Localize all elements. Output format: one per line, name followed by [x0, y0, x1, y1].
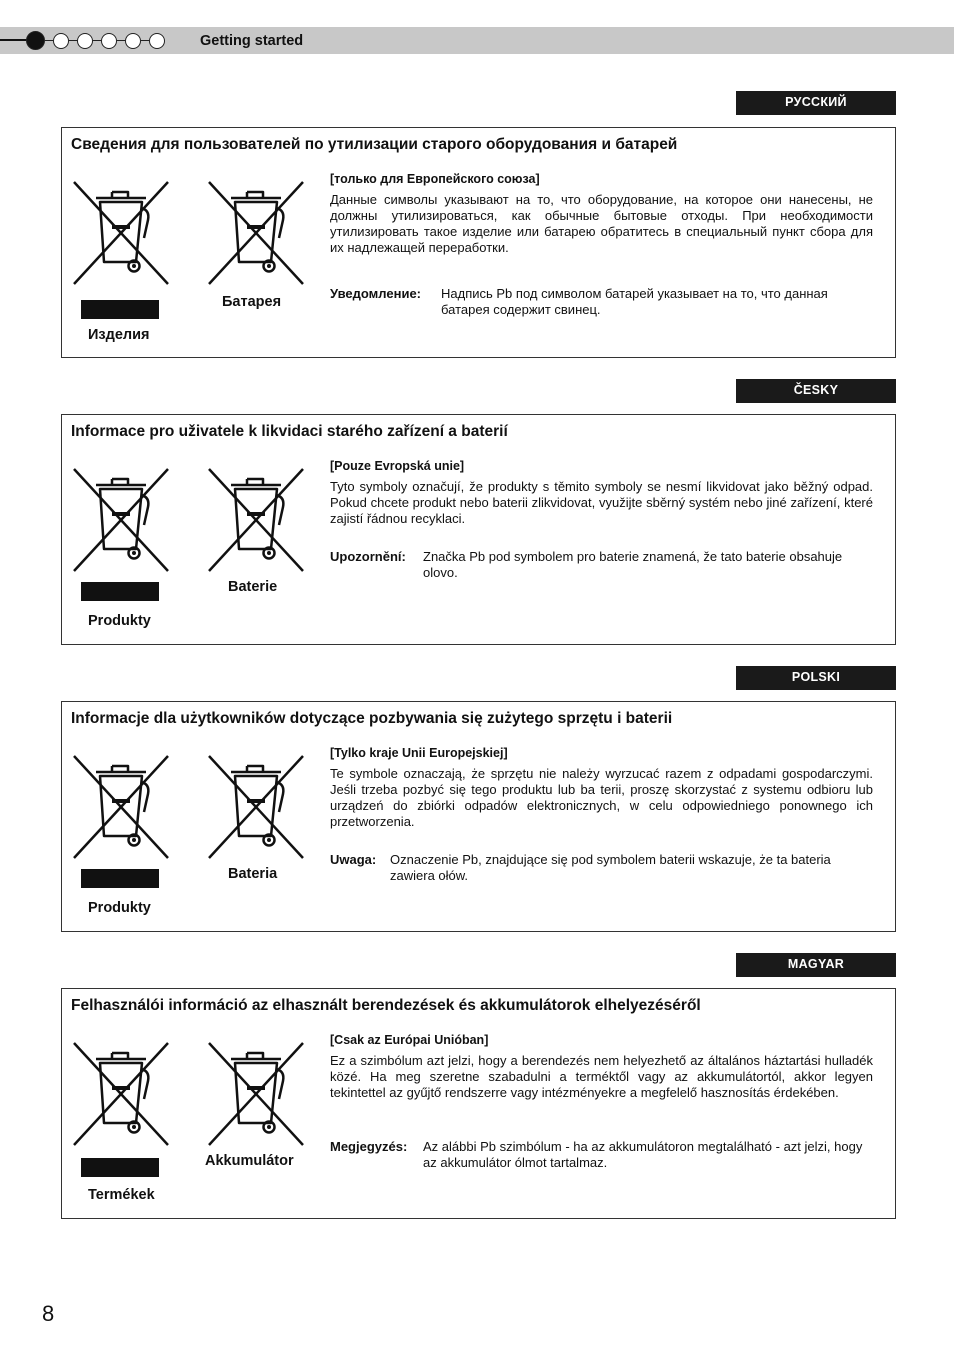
eu-only-label: [Csak az Európai Unióban]	[330, 1033, 489, 1047]
progress-dot	[77, 33, 93, 49]
note-label: Megjegyzés:	[330, 1139, 408, 1154]
note-text: Značka Pb pod symbolem pro baterie znamená, že tato baterie obsahuje olovo.	[423, 549, 843, 580]
crossed-bin-battery-icon	[205, 465, 307, 575]
disposal-info-section	[61, 127, 896, 358]
battery-label: Akkumulátor	[205, 1153, 294, 1169]
progress-dot-active	[26, 31, 45, 50]
battery-label: Baterie	[228, 579, 278, 595]
description-text: Ez a szimbólum azt jelzi, hogy a berendezés nem helyezhető az általános háztartási hulladék közé. Ha meg szeretne szabadulni a terméktől vagy az akkumulátortól, akkor legyen tekintettel az gyűjtő rendszerre vagy intézményekre a megfelelő hasznosítás érdekében.	[330, 1053, 873, 1100]
product-label: Termékek	[88, 1187, 155, 1203]
section-title: Informace pro uživatele k likvidaci starého zařízení a baterií	[71, 423, 508, 440]
battery-label: Батарея	[222, 294, 282, 310]
battery-label: Bateria	[228, 866, 278, 882]
product-label: Produkty	[88, 613, 151, 629]
crossed-bin-battery-icon	[205, 178, 307, 288]
progress-dot	[125, 33, 141, 49]
eu-only-label: [Tylko kraje Unii Europejskiej]	[330, 746, 508, 760]
disposal-info-section	[61, 701, 896, 932]
crossed-bin-icon	[70, 465, 172, 575]
progress-dot	[101, 33, 117, 49]
description-text: Tyto symboly označují, že produkty s těmito symboly se nesmí likvidovat jako běžný odpad. Pokud chcete produkt nebo baterii zlikvidovat, využijte sběrný systém nebo jiné zařízení, které zajistí řádnou recyklaci.	[330, 479, 873, 526]
header-title: Getting started	[200, 33, 304, 49]
description-text: Te symbole oznaczają, że sprzętu nie należy wyrzucać razem z odpadami gospodarczymi. Jeśli trzeba pozbyć się tego produktu lub ba terii, proszę skorzystać z systemu odbioru lub urządzeń do zbiórki odpadów elektronicznych, w celu odpowiedniego ponownego ich przetworzenia.	[330, 766, 873, 829]
crossed-bin-icon	[70, 1039, 172, 1149]
note-text: Az alábbi Pb szimbólum - ha az akkumulátoron megtalálható - azt jelzi, hogy az akkumulátor ólmot tartalmaz.	[423, 1139, 863, 1170]
product-label: Изделия	[88, 327, 150, 343]
disposal-info-section	[61, 414, 896, 645]
eu-only-label: [только для Европейского союза]	[330, 172, 540, 186]
page-number: 8	[42, 1301, 55, 1326]
black-bar-symbol	[81, 300, 159, 319]
section-title: Сведения для пользователей по утилизации старого оборудования и батарей	[71, 136, 678, 153]
progress-dots	[26, 31, 165, 50]
description-text: Данные символы указывают на то, что оборудование, на которое они нанесены, не должны утилизироваться, как обычные бытовые отходы. При необходимости утилизировать такое изделие или батарею обратитесь в специальный пункт сбора для их надлежащей переработки.	[330, 192, 873, 255]
note-text: Надпись Pb под символом батарей указывает на то, что данная батарея содержит свинец.	[441, 286, 828, 317]
language-label: MAGYAR	[736, 953, 896, 977]
progress-dot	[149, 33, 165, 49]
language-label: ČESKY	[736, 379, 896, 403]
disposal-info-section	[61, 988, 896, 1219]
black-bar-symbol	[81, 869, 159, 888]
note-text: Oznaczenie Pb, znajdujące się pod symbolem baterii wskazuje, że ta bateria zawiera ołów.	[390, 852, 831, 883]
note-label: Уведомление:	[330, 286, 421, 301]
section-title: Informacje dla użytkowników dotyczące pozbywania się zużytego sprzętu i baterii	[71, 710, 673, 727]
crossed-bin-icon	[70, 752, 172, 862]
crossed-bin-battery-icon	[205, 1039, 307, 1149]
language-label: РУССКИЙ	[736, 91, 896, 115]
note-label: Upozornění:	[330, 549, 406, 564]
product-label: Produkty	[88, 900, 151, 916]
crossed-bin-icon	[70, 178, 172, 288]
black-bar-symbol	[81, 582, 159, 601]
section-title: Felhasználói információ az elhasznált berendezések és akkumulátorok elhelyezéséről	[71, 997, 701, 1014]
progress-dot	[53, 33, 69, 49]
note-label: Uwaga:	[330, 852, 377, 867]
language-label: POLSKI	[736, 666, 896, 690]
eu-only-label: [Pouze Evropská unie]	[330, 459, 465, 473]
black-bar-symbol	[81, 1158, 159, 1177]
crossed-bin-battery-icon	[205, 752, 307, 862]
